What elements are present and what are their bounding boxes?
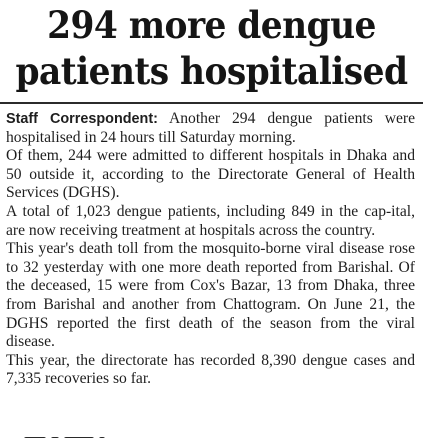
paragraph-3: A total of 1,023 dengue patients, including 849 in the cap-ital, are now receiving treatment at hospitals across the country. bbox=[6, 202, 415, 239]
paragraph-4: This year's death toll from the mosquito-borne viral disease rose to 32 yesterday with one more death reported from Barishal. Of the deceased, 15 were from Cox's Bazar, 13 from Dhaka, three from Barishal and another from Chattogram. On June 21, the DGHS reported the first death of the season from the viral disease. bbox=[6, 240, 415, 351]
headline bbox=[15, 2, 408, 94]
paragraph-5: This year, the directorate has recorded 8,390 dengue cases and 7,335 recoveries so far. bbox=[6, 351, 415, 388]
headline-line-2: patients hospitalised bbox=[15, 49, 408, 93]
next-article-headline-fragment bbox=[24, 430, 164, 438]
paragraph-1-text: Another 294 dengue patients were hospitalised in 24 hours till Saturday morning. bbox=[6, 110, 415, 146]
article-body bbox=[6, 110, 415, 389]
paragraph-1 bbox=[6, 110, 415, 147]
headline-divider bbox=[0, 102, 423, 104]
headline-line-1: 294 more dengue bbox=[47, 3, 376, 47]
byline: Staff Correspondent: bbox=[6, 111, 158, 127]
paragraph-2: Of them, 244 were admitted to different hospitals in Dhaka and 50 outside it, according to the Directorate General of Health Services (DGHS). bbox=[6, 147, 415, 202]
